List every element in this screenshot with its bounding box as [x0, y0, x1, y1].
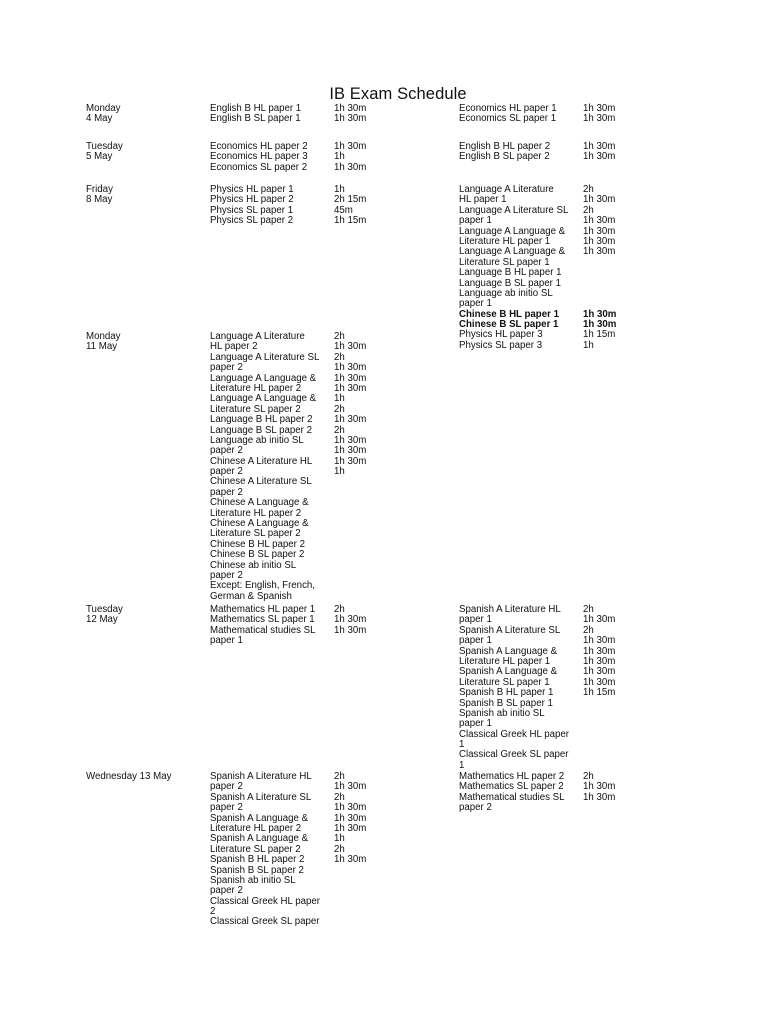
duration-line: 1h	[334, 833, 345, 845]
date-line: Tuesday	[86, 141, 123, 152]
exam-line: paper 1	[459, 614, 492, 626]
date-line: Monday	[86, 103, 121, 114]
duration-line: 1h 15m	[583, 687, 616, 699]
duration-line: 2h	[583, 184, 594, 195]
duration-line: 1h 30m	[583, 194, 616, 206]
duration-line: 1h 30m	[334, 822, 367, 834]
exam-line: Literature HL paper 1	[459, 655, 551, 667]
duration-line: 1h	[334, 184, 345, 195]
exam-line: Language ab initio SL	[459, 287, 553, 299]
duration-line: 1h 30m	[334, 113, 367, 125]
duration-line: 1h 30m	[334, 161, 367, 173]
exam-line: Mathematical studies SL	[459, 791, 565, 803]
exam-line: English B HL paper 2	[459, 141, 551, 152]
exam-line: Spanish A Language &	[459, 666, 558, 678]
exam-line: paper 2	[210, 466, 243, 478]
exam-line: Chinese A Literature SL	[210, 476, 312, 488]
page-title: IB Exam Schedule	[329, 85, 467, 103]
exam-line: Literature HL paper 2	[210, 507, 302, 519]
exam-line: Spanish A Language &	[210, 812, 309, 824]
duration-line: 1h 30m	[583, 141, 616, 152]
exam-line: Literature SL paper 2	[210, 843, 301, 855]
exam-list	[459, 185, 568, 351]
duration-list	[334, 185, 366, 227]
duration-line: 2h	[334, 331, 345, 342]
date-cell	[86, 185, 113, 206]
duration-list	[334, 605, 366, 636]
exam-line: Mathematical studies SL	[210, 624, 316, 636]
exam-line: Economics SL paper 1	[459, 113, 557, 125]
exam-list	[210, 605, 316, 647]
duration-line: 1h 30m	[583, 635, 616, 647]
exam-line: Language A Literature SL	[210, 351, 320, 363]
duration-line	[583, 289, 616, 299]
exam-line: paper 2	[210, 486, 243, 498]
duration-line: 1h	[583, 339, 594, 351]
date-line: 4 May	[86, 113, 113, 125]
duration-line: 1h 30m	[583, 676, 616, 688]
exam-line: HL paper 1	[459, 194, 507, 206]
exam-line: Language B HL paper 2	[210, 414, 313, 426]
exam-list	[210, 185, 294, 227]
duration-line: 2h	[334, 424, 345, 436]
exam-line: Language ab initio SL	[210, 434, 304, 446]
duration-line: 1h 30m	[583, 614, 616, 626]
duration-line: 45m	[334, 204, 353, 216]
duration-line: 2h	[583, 204, 594, 216]
duration-line: 2h	[583, 624, 594, 636]
exam-line: Spanish A Literature HL	[459, 604, 561, 615]
duration-line: 1h 30m	[583, 235, 616, 247]
duration-line: 2h 15m	[334, 194, 367, 206]
exam-list	[459, 772, 565, 814]
exam-line: Language B SL paper 2	[210, 424, 312, 436]
duration-list	[583, 605, 615, 699]
date-line: 11 May	[86, 341, 118, 353]
duration-list	[334, 772, 366, 866]
exam-line: Language A Language &	[459, 246, 566, 258]
exam-line: Language B HL paper 1	[459, 267, 562, 279]
date-cell	[86, 104, 120, 125]
exam-line: Physics SL paper 2	[210, 215, 294, 227]
exam-line: Physics HL paper 3	[459, 329, 543, 341]
exam-line: Language A Literature SL	[459, 204, 569, 216]
exam-line: Mathematics HL paper 1	[210, 604, 316, 615]
duration-line	[583, 279, 616, 289]
exam-line: Classical Greek SL paper	[459, 749, 569, 761]
exam-line: Language A Literature	[210, 331, 305, 342]
duration-line: 1h 30m	[583, 246, 616, 258]
exam-line: Classical Greek HL paper	[459, 728, 570, 740]
date-line: 8 May	[86, 194, 113, 206]
duration-line: 1h 30m	[583, 791, 616, 803]
exam-line: German & Spanish	[210, 590, 292, 602]
duration-line: 1h	[334, 466, 345, 478]
duration-line: 2h	[334, 351, 345, 363]
duration-line: 1h 30m	[334, 141, 367, 152]
exam-line: paper 1	[459, 298, 492, 310]
duration-line: 1h 30m	[583, 781, 616, 793]
duration-list	[334, 104, 366, 125]
duration-line: 1h 30m	[334, 781, 367, 793]
duration-line: 1h 30m	[334, 614, 367, 626]
duration-line: 1h 30m	[334, 434, 367, 446]
date-line: 12 May	[86, 614, 118, 626]
exam-line: Literature SL paper 1	[459, 256, 550, 268]
duration-list	[583, 104, 615, 125]
duration-line: 2h	[583, 604, 594, 615]
duration-line: 1h 30m	[334, 624, 367, 636]
duration-line	[583, 258, 616, 268]
exam-line: Classical Greek HL paper	[210, 895, 321, 907]
exam-line: Spanish A Language &	[459, 645, 558, 657]
duration-line: 1h 30m	[583, 666, 616, 678]
exam-line: English B HL paper 1	[210, 103, 302, 114]
exam-list	[210, 772, 320, 928]
duration-line: 2h	[334, 843, 345, 855]
exam-line: Literature SL paper 1	[459, 676, 550, 688]
exam-line: paper 1	[459, 635, 492, 647]
exam-line: paper 1	[459, 215, 492, 227]
exam-line: Spanish B SL paper 1	[459, 697, 553, 709]
exam-line: paper 2	[210, 569, 243, 581]
exam-line: paper 2	[210, 445, 243, 457]
exam-line: Language A Language &	[210, 393, 317, 405]
exam-line: Spanish ab initio SL	[459, 707, 545, 719]
date-line: Monday	[86, 331, 121, 342]
duration-line: 2h	[334, 771, 345, 782]
exam-line: Physics SL paper 3	[459, 339, 543, 351]
duration-line: 1h 30m	[583, 151, 616, 163]
exam-line: Mathematics HL paper 2	[459, 771, 565, 782]
exam-line: paper 2	[459, 802, 492, 814]
exam-line: 1	[459, 739, 465, 751]
duration-list	[583, 772, 615, 803]
exam-line: paper 2	[210, 781, 243, 793]
exam-line: Mathematics SL paper 2	[459, 781, 564, 793]
exam-line: 1	[459, 759, 465, 771]
date-cell	[86, 772, 171, 782]
exam-line: Chinese A Language &	[210, 497, 309, 509]
duration-line: 1h 30m	[583, 103, 616, 114]
duration-line: 1h 30m	[334, 103, 367, 114]
duration-list	[334, 332, 366, 477]
date-cell	[86, 142, 123, 163]
exam-line: Chinese A Literature HL	[210, 455, 313, 467]
exam-line: English B SL paper 1	[210, 113, 301, 125]
exam-line: Language B SL paper 1	[459, 277, 561, 289]
date-cell	[86, 332, 120, 353]
duration-line: 1h 30m	[334, 812, 367, 824]
duration-line: 1h	[334, 393, 345, 405]
duration-list	[583, 142, 615, 163]
exam-line: Spanish A Language &	[210, 833, 309, 845]
duration-line-bold: 1h 30m	[583, 308, 617, 320]
duration-line: 1h 30m	[334, 455, 367, 467]
exam-line: 2	[210, 906, 216, 918]
exam-line: Physics SL paper 1	[210, 204, 294, 216]
exam-list	[459, 142, 550, 163]
exam-line: Economics HL paper 2	[210, 141, 308, 152]
exam-line: HL paper 2	[210, 341, 258, 353]
duration-line: 1h 30m	[334, 341, 367, 353]
duration-line: 1h 30m	[334, 372, 367, 384]
exam-line: Economics HL paper 3	[210, 151, 308, 163]
duration-line: 2h	[334, 791, 345, 803]
exam-line: Mathematics SL paper 1	[210, 614, 315, 626]
duration-line: 1h 30m	[334, 854, 367, 866]
exam-line: Economics SL paper 2	[210, 161, 308, 173]
duration-line: 1h	[334, 151, 345, 163]
exam-line: English B SL paper 2	[459, 151, 550, 163]
exam-line: Classical Greek SL paper	[210, 916, 320, 928]
exam-line: Language A Language &	[210, 372, 317, 384]
duration-line: 1h 30m	[583, 215, 616, 227]
date-line: 5 May	[86, 151, 113, 163]
duration-list	[583, 185, 616, 351]
date-line: Tuesday	[86, 604, 123, 615]
exam-line: Literature SL paper 2	[210, 403, 301, 415]
duration-line: 1h 30m	[334, 382, 367, 394]
date-line: Friday	[86, 184, 113, 195]
exam-line-bold: Chinese B SL paper 1	[459, 319, 559, 331]
exam-line: Chinese B HL paper 2	[210, 538, 305, 550]
exam-line: paper 2	[210, 802, 243, 814]
exam-line: paper 2	[210, 885, 243, 897]
duration-line	[583, 268, 616, 278]
exam-line: Language A Literature	[459, 184, 554, 195]
duration-list	[334, 142, 366, 173]
date-cell	[86, 605, 123, 626]
duration-line: 1h 30m	[334, 802, 367, 814]
duration-line: 1h 30m	[583, 655, 616, 667]
exam-line: Physics HL paper 1	[210, 184, 294, 195]
exam-line: Spanish B SL paper 2	[210, 864, 304, 876]
exam-line: Chinese B SL paper 2	[210, 549, 305, 561]
exam-line: Language A Language &	[459, 225, 566, 237]
duration-line: 1h 30m	[334, 445, 367, 457]
exam-list	[210, 104, 301, 125]
exam-line: Spanish ab initio SL	[210, 874, 296, 886]
exam-line: Spanish B HL paper 1	[459, 687, 554, 699]
exam-line: Literature SL paper 2	[210, 528, 301, 540]
exam-line: paper 1	[459, 718, 492, 730]
exam-line: Literature HL paper 2	[210, 822, 302, 834]
exam-line: Except: English, French,	[210, 580, 315, 592]
exam-line: Chinese ab initio SL	[210, 559, 297, 571]
exam-line-bold: Chinese B HL paper 1	[459, 308, 559, 320]
exam-line: Chinese A Language &	[210, 518, 309, 530]
exam-list	[210, 332, 319, 602]
exam-line: Economics HL paper 1	[459, 103, 557, 114]
exam-list	[210, 142, 308, 173]
duration-line: 1h 30m	[334, 362, 367, 374]
exam-line: Spanish A Literature SL	[459, 624, 561, 636]
exam-list	[459, 104, 557, 125]
exam-line: Literature HL paper 1	[459, 235, 551, 247]
exam-line: Spanish B HL paper 2	[210, 854, 305, 866]
duration-line: 2h	[583, 771, 594, 782]
duration-line: 2h	[334, 403, 345, 415]
exam-line: Literature HL paper 2	[210, 382, 302, 394]
exam-list	[459, 605, 569, 771]
exam-line: Spanish A Literature SL	[210, 791, 312, 803]
exam-line: Physics HL paper 2	[210, 194, 294, 206]
duration-line-bold: 1h 30m	[583, 319, 617, 331]
exam-line: paper 1	[210, 635, 243, 647]
duration-line: 1h 30m	[583, 113, 616, 125]
exam-line: paper 2	[210, 362, 243, 374]
date-line: Wednesday 13 May	[86, 771, 172, 782]
duration-line: 1h 15m	[334, 215, 367, 227]
duration-line: 1h 30m	[583, 645, 616, 657]
exam-line: Spanish A Literature HL	[210, 771, 312, 782]
duration-line: 1h 30m	[334, 414, 367, 426]
duration-line: 2h	[334, 604, 345, 615]
duration-line: 1h 30m	[583, 225, 616, 237]
duration-line: 1h 15m	[583, 329, 616, 341]
